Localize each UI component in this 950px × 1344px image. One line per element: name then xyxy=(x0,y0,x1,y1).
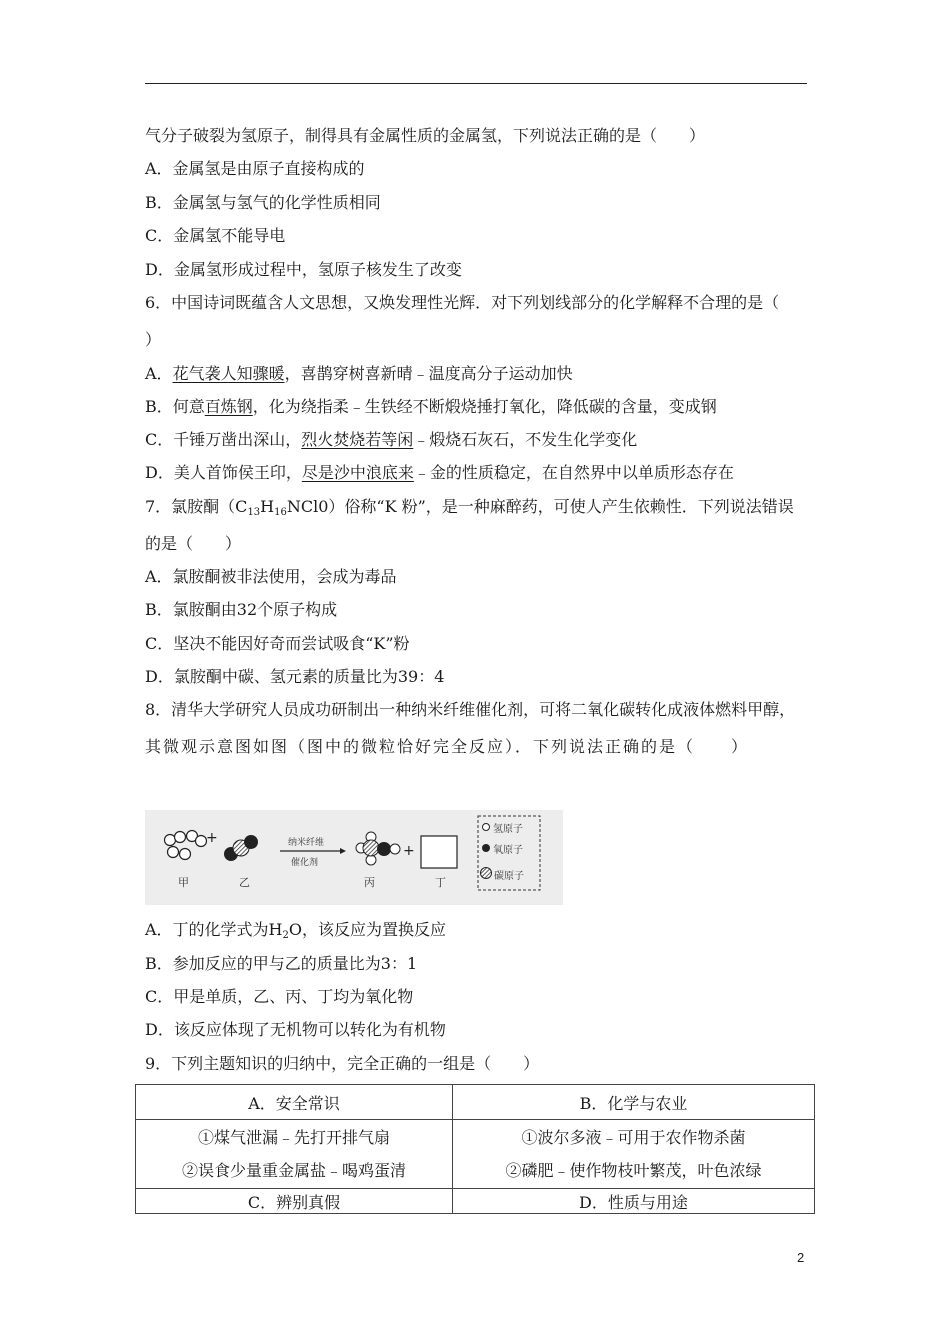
page-number: 2 xyxy=(797,1250,805,1265)
header-rule xyxy=(145,83,807,84)
q6-option-d: D．美人首饰侯王印，尽是沙中浪底来﹣金的性质稳定，在自然界中以单质形态存在 xyxy=(145,463,734,482)
plus-sign-1: + xyxy=(206,830,218,846)
q6-option-b: B．何意百炼钢，化为绕指柔﹣生铁经不断煅烧捶打氧化，降低碳的含量，变成钢 xyxy=(145,397,717,416)
legend-hydrogen-label: 氢原子 xyxy=(493,824,523,835)
option-b: B．金属氢与氢气的化学性质相同 xyxy=(145,193,381,212)
q7-option-c: C．坚决不能因好奇而尝试吸食“K”粉 xyxy=(145,634,410,653)
option-d: D．金属氢形成过程中，氢原子核发生了改变 xyxy=(145,260,462,279)
legend-oxygen-icon xyxy=(482,844,490,852)
q7-option-a: A．氯胺酮被非法使用，会成为毒品 xyxy=(145,567,397,586)
table-cell-a xyxy=(136,1120,453,1189)
q8-option-b: B．参加反应的甲与乙的质量比为3：1 xyxy=(145,954,418,973)
table-head-a: A．安全常识 xyxy=(136,1085,453,1120)
bing-molecule xyxy=(356,832,400,865)
label-bing: 丙 xyxy=(364,876,375,889)
q7-option-b: B．氯胺酮由32个原子构成 xyxy=(145,600,338,619)
option-c: C．金属氢不能导电 xyxy=(145,226,286,245)
q6-option-a: A．花气袭人知骤暖，喜鹊穿树喜新晴﹣温度高分子运动加快 xyxy=(145,364,573,383)
legend-oxygen-label: 氧原子 xyxy=(493,845,523,856)
table-head-d: D．性质与用途 xyxy=(452,1189,814,1214)
text-line: 气分子破裂为氢原子，制得具有金属性质的金属氢，下列说法正确的是（ ） xyxy=(145,126,706,145)
question-6-stem: 6．中国诗词既蕴含人文思想，又焕发理性光辉．对下列划线部分的化学解释不合理的是（ xyxy=(145,293,780,312)
knowledge-table xyxy=(135,1084,815,1214)
legend-hydrogen-icon xyxy=(483,824,490,831)
reaction-diagram xyxy=(145,810,563,905)
q7-option-d: D．氯胺酮中碳、氢元素的质量比为39：4 xyxy=(145,667,445,686)
yi-molecule xyxy=(225,836,258,861)
label-ding: 丁 xyxy=(435,876,446,889)
table-b-item-2: ②磷肥﹣使作物枝叶繁茂，叶色浓绿 xyxy=(505,1161,762,1180)
table-head-c: C．辨别真假 xyxy=(136,1189,453,1214)
table-head-b: B．化学与农业 xyxy=(452,1085,814,1120)
legend-carbon-label: 碳原子 xyxy=(494,871,524,882)
q6-option-c: C．千锤万凿出深山，烈火焚烧若等闲﹣煅烧石灰石，不发生化学变化 xyxy=(145,430,638,449)
question-8-stem: 8．清华大学研究人员成功研制出一种纳米纤维催化剂，可将二氧化碳转化成液体燃料甲醇， xyxy=(145,700,796,719)
question-6-stem-cont: ） xyxy=(145,330,162,349)
arrow-label-bottom: 催化剂 xyxy=(291,858,319,868)
legend-carbon-icon xyxy=(481,868,492,879)
table-cell-b xyxy=(452,1120,814,1189)
jia-molecules xyxy=(165,831,207,860)
question-9-stem: 9．下列主题知识的归纳中，完全正确的一组是（ ） xyxy=(145,1054,540,1073)
q8-option-c: C．甲是单质，乙、丙、丁均为氧化物 xyxy=(145,987,414,1006)
table-a-item-1: ①煤气泄漏﹣先打开排气扇 xyxy=(197,1128,390,1147)
label-jia: 甲 xyxy=(178,876,189,889)
ding-box xyxy=(421,836,457,868)
question-8-stem-cont: 其微观示意图如图（图中的微粒恰好完全反应）．下列说法正确的是（ ） xyxy=(145,737,750,756)
q8-option-a: A．丁的化学式为$H_2O$，该反应为置换反应 xyxy=(145,920,447,941)
table-b-item-1: ①波尔多液﹣可用于农作物杀菌 xyxy=(521,1128,746,1147)
question-7-stem-cont: 的是（ ） xyxy=(145,534,242,553)
option-a: A．金属氢是由原子直接构成的 xyxy=(145,159,365,178)
arrow-label-top: 纳米纤维 xyxy=(288,838,325,848)
plus-sign-2: + xyxy=(403,843,415,859)
table-a-item-2: ②误食少量重金属盐﹣喝鸡蛋清 xyxy=(181,1161,406,1180)
label-yi: 乙 xyxy=(239,876,250,889)
question-7-stem: 7．氯胺酮$(C_{13}H_{16}NCl0)$俗称“K 粉”，是一种麻醉药，可使人产生依赖性．下列说法错误 xyxy=(145,497,794,518)
arrow-head xyxy=(340,848,346,854)
q8-option-d: D．该反应体现了无机物可以转化为有机物 xyxy=(145,1020,446,1039)
